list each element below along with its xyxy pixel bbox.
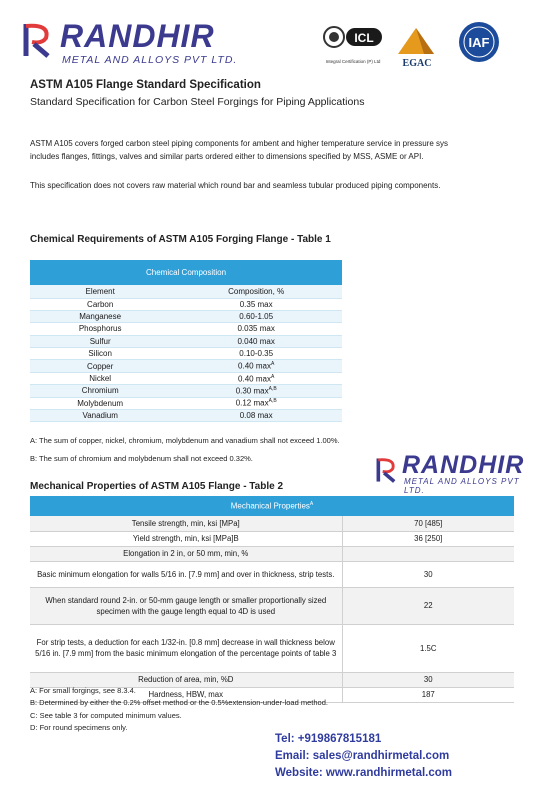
company-logo-secondary (374, 451, 534, 495)
composition-value (170, 335, 342, 347)
egac-pyramid-icon (388, 20, 446, 70)
chemical-band: Chemical Composition (30, 260, 342, 285)
company-logo (20, 20, 260, 70)
mechanical-footnote-c: C: See table 3 for computed minimum values. (30, 711, 182, 720)
table-row (30, 410, 342, 422)
property-label: Tensile strength, min, ksi [MPa] (30, 516, 342, 531)
composition-text: 0.30 max (235, 386, 269, 396)
property-label: Yield strength, min, ksi [MPa]B (30, 531, 342, 546)
element-name: Silicon (30, 348, 170, 360)
chemical-table (30, 260, 342, 422)
property-value: 70 [485] (342, 516, 514, 531)
mechanical-footnote-a: A: For small forgings, see 8.3.4. (30, 686, 136, 695)
contact-email[interactable]: Email: sales@randhirmetal.com (275, 750, 450, 762)
property-label: When standard round 2-in. or 50-mm gauge length or smaller proportionally sized specimen with the gauge length equal to 4D is used (30, 587, 342, 624)
composition-text: 0.40 max (238, 361, 271, 371)
property-label: Hardness, HBW, max (30, 687, 342, 702)
property-value: 30 (342, 672, 514, 687)
element-name: Phosphorus (30, 323, 170, 335)
table-row (30, 335, 342, 347)
composition-value (170, 360, 342, 372)
contact-phone[interactable]: Tel: +919867815181 (275, 733, 382, 745)
property-value: 30 (342, 561, 514, 587)
composition-footnote-ref: A (270, 373, 275, 380)
chemical-note-b: B: The sum of chromium and molybdenum shall not exceed 0.32%. (30, 454, 253, 463)
page-header (0, 0, 542, 75)
property-value: 36 [250] (342, 531, 514, 546)
composition-value (170, 298, 342, 310)
table-row (30, 546, 514, 561)
element-name: Molybdenum (30, 397, 170, 409)
table-row (30, 360, 342, 372)
icl-subtitle: Integral Certification (P) Ltd (325, 59, 381, 64)
composition-value (170, 372, 342, 384)
composition-text: 0.10-0.35 (239, 349, 274, 359)
table-row (30, 372, 342, 384)
intro-line-1: ASTM A105 covers forged carbon steel piping components for ambent and higher temperature service in pressure sys (30, 139, 448, 148)
composition-value (170, 310, 342, 322)
egac-cert-badge (388, 20, 446, 70)
randhir-r-mark-icon (374, 455, 400, 485)
property-value (342, 546, 514, 561)
randhir-r-mark-icon (20, 20, 56, 60)
element-name: Copper (30, 360, 170, 372)
iaf-seal-icon (450, 20, 508, 64)
composition-value (170, 323, 342, 335)
egac-label: EGAC (402, 58, 432, 69)
mechanical-band-sup: A (309, 501, 314, 508)
iaf-cert-badge (450, 20, 508, 64)
mechanical-table (30, 496, 514, 703)
icl-label: ICL (354, 31, 374, 45)
composition-footnote-ref: A,B (268, 398, 277, 405)
table-row (30, 561, 514, 587)
property-value: 1.5C (342, 624, 514, 672)
intro-line-2: includes flanges, fittings, valves and similar parts ordered either to dimensions specified by MSS, ASME or API. (30, 151, 424, 161)
composition-text: 0.35 max (239, 299, 273, 309)
col-element: Element (30, 285, 170, 298)
property-label: For strip tests, a deduction for each 1/32-in. [0.8 mm] decrease in wall thickness below 5/16 in. [7.9 mm] from the basic minimum elongation of the percentage points of table 3 (30, 624, 342, 672)
scope-note: This specification does not covers raw material which round bar and seamless tubular produced piping components. (30, 181, 441, 190)
chemical-note-a: A: The sum of copper, nickel, chromium, molybdenum and vanadium shall not exceed 1.00%. (30, 436, 340, 445)
table-row (30, 310, 342, 322)
table-row (30, 672, 514, 687)
composition-footnote-ref: A (270, 361, 275, 368)
composition-text: 0.035 max (237, 324, 275, 334)
icl-cert-badge (322, 20, 384, 64)
property-value: 187 (342, 687, 514, 702)
element-name: Manganese (30, 310, 170, 322)
table-row (30, 385, 342, 397)
element-name: Vanadium (30, 410, 170, 422)
mechanical-heading: Mechanical Properties of ASTM A105 Flange - Table 2 (30, 481, 284, 492)
composition-text: 0.08 max (239, 411, 273, 421)
mechanical-band (30, 496, 514, 516)
element-name: Sulfur (30, 335, 170, 347)
page-title: ASTM A105 Flange Standard Specification (30, 79, 261, 91)
iaf-label: IAF (468, 35, 490, 50)
mechanical-footnote-d: D: For round specimens only. (30, 723, 128, 732)
element-name: Carbon (30, 298, 170, 310)
composition-value (170, 410, 342, 422)
brand-tagline: METAL AND ALLOYS PVT LTD. (62, 54, 238, 66)
composition-text: 0.040 max (237, 336, 275, 346)
brand-tagline-secondary: METAL AND ALLOYS PVT LTD. (404, 477, 520, 495)
brand-name: RANDHIR (60, 18, 215, 54)
table-row (30, 587, 514, 624)
property-label: Reduction of area, min, %D (30, 672, 342, 687)
chemical-heading: Chemical Requirements of ASTM A105 Forging Flange - Table 1 (30, 234, 331, 245)
composition-text: 0.12 max (235, 399, 269, 409)
col-composition: Composition, % (170, 285, 342, 298)
composition-text: 0.40 max (238, 374, 271, 384)
property-value: 22 (342, 587, 514, 624)
composition-value (170, 385, 342, 397)
icl-seal-icon (322, 20, 384, 54)
table-row (30, 624, 514, 672)
mechanical-band-label: Mechanical Properties (230, 501, 310, 511)
table-row (30, 516, 514, 531)
table-row (30, 298, 342, 310)
contact-website[interactable]: Website: www.randhirmetal.com (275, 767, 453, 779)
composition-footnote-ref: A,B (268, 386, 277, 393)
composition-value (170, 348, 342, 360)
composition-text: 0.60-1.05 (239, 312, 274, 322)
intro-paragraph (30, 138, 520, 163)
table-row (30, 531, 514, 546)
page-subtitle: Standard Specification for Carbon Steel Forgings for Piping Applications (30, 96, 365, 108)
table-row (30, 397, 342, 409)
element-name: Chromium (30, 385, 170, 397)
property-label: Elongation in 2 in, or 50 mm, min, % (30, 546, 342, 561)
brand-name-secondary: RANDHIR (402, 451, 525, 479)
table-row (30, 323, 342, 335)
composition-value (170, 397, 342, 409)
table-row (30, 348, 342, 360)
element-name: Nickel (30, 372, 170, 384)
property-label: Basic minimum elongation for walls 5/16 in. [7.9 mm] and over in thickness, strip tests. (30, 561, 342, 587)
mechanical-footnote-b: B: Determined by either the 0.2% offset method or the 0.5%extension-under-load method. (30, 698, 328, 707)
